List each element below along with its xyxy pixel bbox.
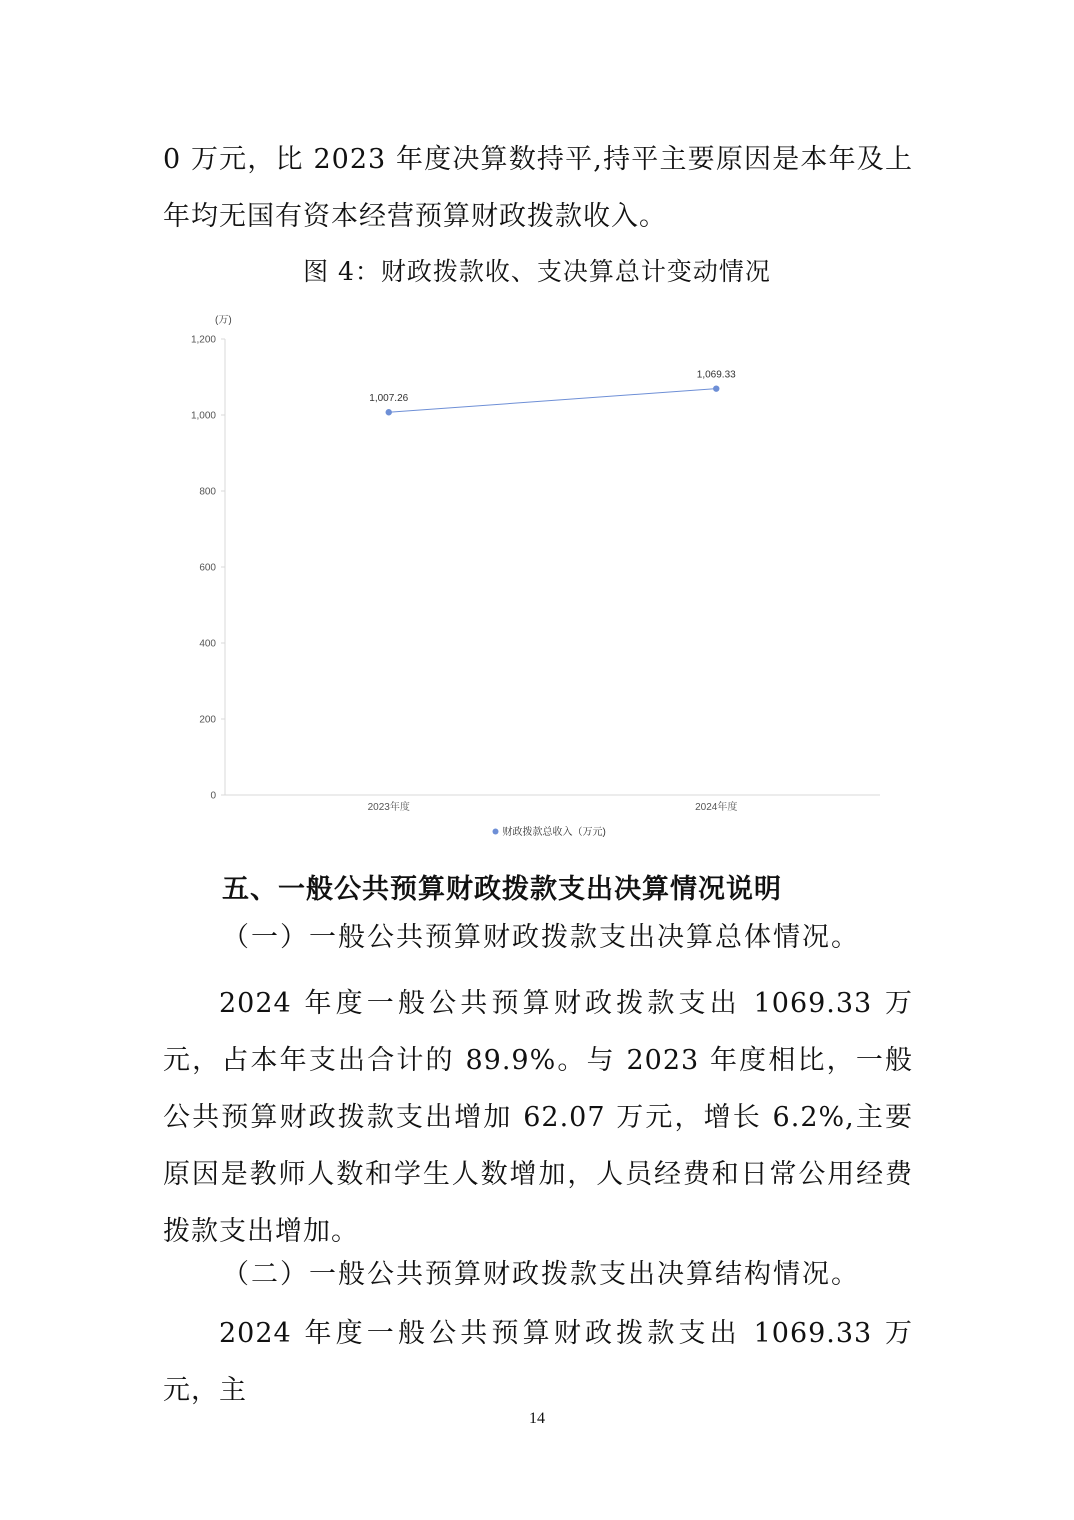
y-unit-label: (万) [215,315,232,326]
data-point [386,409,392,415]
y-tick-label: 800 [199,486,216,498]
x-axis [225,795,880,813]
data-point [713,385,719,391]
line-chart [160,305,900,845]
chart-legend [493,825,606,838]
subsection-1-body: 2024 年度一般公共预算财政拨款支出 1069.33 万元，占本年支出合计的 89.9%。与 2023 年度相比，一般公共预算财政拨款支出增加 62.07 万元，增长 6.2%,主要原因是教师人数和学生人数增加，人员经费和日常公用经费拨款支出增加。 [163,988,913,1247]
y-tick-label: 200 [199,714,216,726]
series-line [389,389,717,413]
y-tick-label: 1,200 [190,334,216,346]
x-tick-label: 2023年度 [367,802,410,813]
section-title: 五、一般公共预算财政拨款支出决算情况说明 [222,874,782,905]
data-label: 1,069.33 [696,369,736,381]
series-lines [369,370,736,416]
x-tick-label: 2024年度 [695,802,738,813]
figure-caption: 图 4：财政拨款收、支决算总计变动情况 [303,257,771,286]
y-tick-label: 400 [199,638,216,650]
body-paragraph-top: 0 万元，比 2023 年度决算数持平,持平主要原因是本年及上年均无国有资本经营预算财政拨款收入。 [163,144,913,232]
page-number: 14 [529,1410,545,1427]
subsection-2-title: （二）一般公共预算财政拨款支出决算结构情况。 [222,1259,860,1290]
y-axis [191,335,225,802]
legend-label: 财政拨款总收入（万元) [502,827,606,838]
y-tick-label: 0 [210,790,216,802]
y-tick-label: 1,000 [190,410,216,422]
subsection-2-body: 2024 年度一般公共预算财政拨款支出 1069.33 万元，主 [163,1318,913,1406]
y-tick-label: 600 [199,562,216,574]
legend-marker [493,829,499,835]
data-label: 1,007.26 [369,393,409,405]
subsection-1-title: （一）一般公共预算财政拨款支出决算总体情况。 [222,922,860,953]
